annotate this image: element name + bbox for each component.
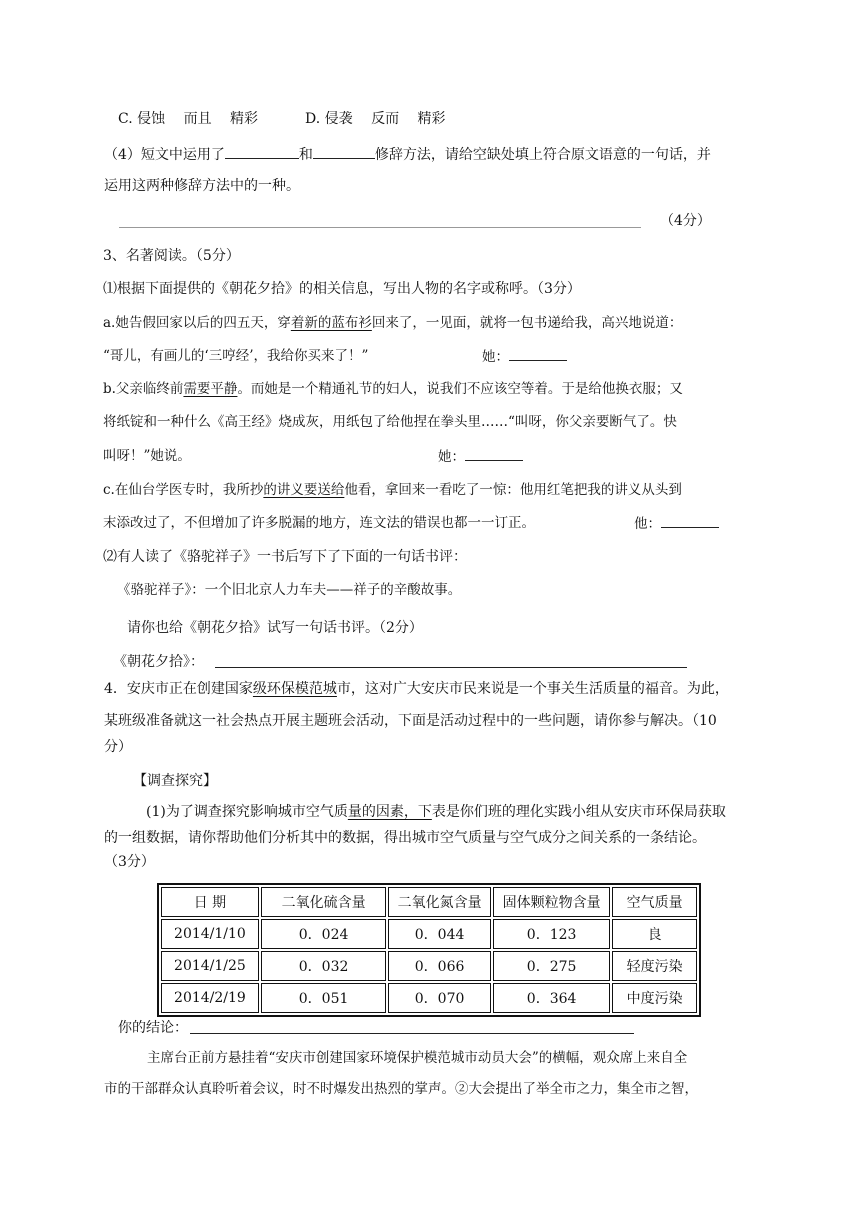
q3-heading: 3、名著阅读。（5分） xyxy=(103,248,240,264)
q3-b-text-rest: 。而她是一个精通礼节的妇人，说我们不应该空等着。于是给他换衣服；又 xyxy=(237,381,683,397)
table-row xyxy=(161,983,697,1013)
header-no2: 二氧化氮含量 xyxy=(388,887,491,917)
cell-so2: 0．051 xyxy=(261,983,386,1013)
header-air-quality: 空气质量 xyxy=(612,887,697,917)
q3-a-answer-blank[interactable] xyxy=(509,346,567,361)
q3-a-answer-label: 她： xyxy=(482,349,509,365)
q3-c-text-rest: 他看，拿回来一看吃了一惊：他用红笔把我的讲义从头到 xyxy=(344,482,682,498)
q4-line3-main: 分） xyxy=(104,739,132,755)
q3-c-answer-blank[interactable] xyxy=(661,513,719,528)
q3-b-line2: 将纸锭和一种什么《高王经》烧成灰，用纸包了给他捏在拳头里……“叫呀，你父亲要断气了。快 xyxy=(103,414,677,430)
q4-score: （4分） xyxy=(660,213,711,229)
q3-part2-answer-label: 《朝花夕拾》： xyxy=(113,654,204,670)
q4-line1-pre: （4）短文中运用了 xyxy=(104,147,225,163)
q3-part2-task: 请你也给《朝花夕拾》试写一句话书评。（2分） xyxy=(127,620,423,636)
q3-a-text-rest: 回来了，一见面，就将一包书递给我，高兴地说道： xyxy=(371,315,683,331)
q4-sub1-text: (1)为了调查探究影响城市空气质 xyxy=(146,804,348,820)
cell-particulates: 0．364 xyxy=(493,983,610,1013)
cell-no2: 0．044 xyxy=(388,919,491,949)
q3-part1-instruction: ⑴根据下面提供的《朝花夕拾》的相关信息，写出人物的名字或称呼。（3分） xyxy=(103,281,581,297)
q3-part2-example: 《骆驼祥子》：一个旧北京人力车夫——祥子的辛酸故事。 xyxy=(117,582,462,598)
cell-no2: 0．070 xyxy=(388,983,491,1013)
conclusion-answer-line[interactable] xyxy=(190,1033,634,1034)
q3-c-text: c.在仙台学医专时，我所抄 xyxy=(103,482,264,498)
header-particulates: 固体颗粒物含量 xyxy=(493,887,610,917)
q3-b-answer xyxy=(438,446,523,467)
q4-sub1-underlined: 量的因素，下 xyxy=(347,804,432,820)
q4-answer-line[interactable] xyxy=(119,227,641,228)
q3-b-answer-label: 她： xyxy=(438,449,465,465)
section-title: 【调查探究】 xyxy=(133,773,217,789)
q4-line2-main: 某班级准备就这一社会热点开展主题班会活动，下面是活动过程中的一些问题，请你参与解决。（10 xyxy=(104,713,717,729)
passage-line2: 市的干部群众认真聆听着会议，时不时爆发出热烈的掌声。②大会提出了举全市之力，集全市之智， xyxy=(104,1081,698,1097)
q3-b-line1 xyxy=(103,379,683,399)
q3-b-line3: 叫呀！”她说。 xyxy=(103,448,191,464)
q3-c-line1 xyxy=(103,480,682,500)
q3-c-answer-label: 他： xyxy=(634,516,661,532)
header-date: 日 期 xyxy=(161,887,259,917)
cell-air-quality: 中度污染 xyxy=(612,983,697,1013)
q4-intro-text: 4．安庆市正在创建国家 xyxy=(104,681,253,697)
cell-date: 2014/1/25 xyxy=(161,951,259,981)
table-header-row xyxy=(161,887,697,917)
q4-sub1-line2: 的一组数据，请你帮助他们分析其中的数据，得出城市空气质量与空气成分之间关系的一条结论。 xyxy=(104,830,706,846)
q4-intro-underlined: 级环保模范城 xyxy=(252,681,337,697)
air-quality-table xyxy=(157,883,701,1017)
table-row xyxy=(161,919,697,949)
passage-line1: 主席台正前方悬挂着“安庆市创建国家环境保护模范城市动员大会”的横幅，观众席上来自全 xyxy=(147,1050,688,1066)
cell-air-quality: 轻度污染 xyxy=(612,951,697,981)
q3-b-text: b.父亲临终前 xyxy=(103,381,184,397)
q3-part2-answer-line[interactable] xyxy=(215,667,687,668)
option-c: C. 侵蚀 而且 精彩 xyxy=(118,111,259,127)
q4-sub1-text-rest: 表是你们班的理化实践小组从安庆市环保局获取 xyxy=(431,804,726,820)
cell-so2: 0．032 xyxy=(261,951,386,981)
q4-line1-main xyxy=(104,679,729,699)
q3-a-text: a.她告假回家以后的四五天，穿 xyxy=(103,315,291,331)
q3-a-line2: “哥儿，有画儿的‘三哼经’，我给你买来了！” xyxy=(103,348,369,364)
cell-date: 2014/1/10 xyxy=(161,919,259,949)
q4-line1 xyxy=(104,144,711,165)
cell-air-quality: 良 xyxy=(612,919,697,949)
cell-date: 2014/2/19 xyxy=(161,983,259,1013)
q4-line1-post: 修辞方法，请给空缺处填上符合原文语意的一句话，并 xyxy=(374,147,711,163)
q4-sub1-line1 xyxy=(146,802,726,822)
cell-particulates: 0．275 xyxy=(493,951,610,981)
answer-blank-2[interactable] xyxy=(313,144,375,159)
q4-line2: 运用这两种修辞方法中的一种。 xyxy=(104,178,300,194)
q3-c-underlined: 的讲义要送给 xyxy=(263,482,345,498)
cell-particulates: 0．123 xyxy=(493,919,610,949)
conclusion-label: 你的结论： xyxy=(118,1020,188,1036)
q3-a-underlined: 着新的蓝布衫 xyxy=(290,315,372,331)
q3-b-underlined: 需要平静 xyxy=(183,381,238,397)
header-so2: 二氧化硫含量 xyxy=(261,887,386,917)
q4-sub1-line3: （3分） xyxy=(104,854,155,870)
q4-line1-mid: 和 xyxy=(298,147,313,163)
q4-intro-text-rest: 市，这对广大安庆市民来说是一个事关生活质量的福音。为此， xyxy=(336,681,729,697)
table-row xyxy=(161,951,697,981)
cell-so2: 0．024 xyxy=(261,919,386,949)
q3-c-line2: 末添改过了，不但增加了许多脱漏的地方，连文法的错误也都一一订正。 xyxy=(103,515,535,531)
q3-part2-instruction: ⑵有人读了《骆驼祥子》一书后写下了下面的一句话书评： xyxy=(103,549,467,565)
answer-blank-1[interactable] xyxy=(225,144,299,159)
q3-a-line1 xyxy=(103,313,682,333)
q3-c-answer xyxy=(634,513,719,534)
q3-a-answer xyxy=(482,346,567,367)
q3-b-answer-blank[interactable] xyxy=(465,446,523,461)
cell-no2: 0．066 xyxy=(388,951,491,981)
option-d: D. 侵袭 反而 精彩 xyxy=(305,111,446,127)
